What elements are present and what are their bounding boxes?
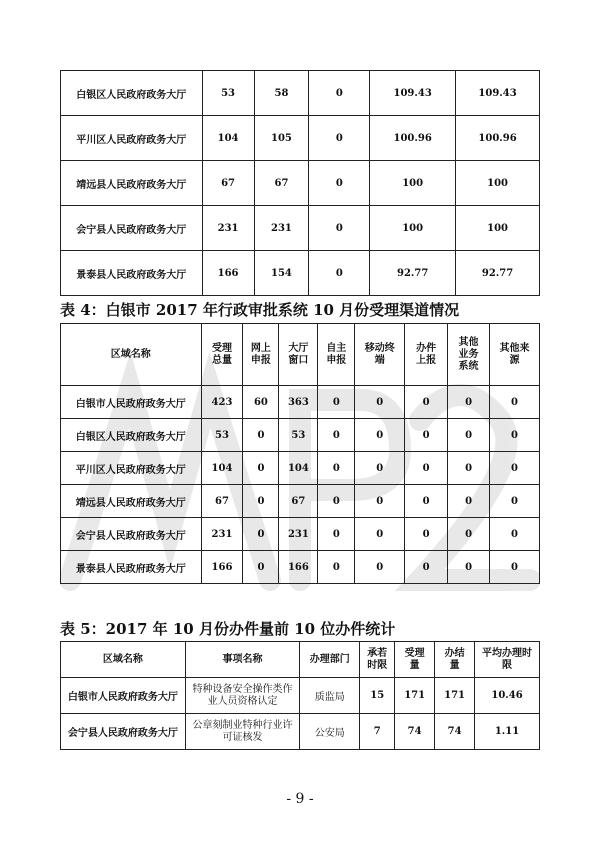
- value-cell: 0: [309, 206, 370, 251]
- value-cell: 166: [201, 551, 243, 584]
- value-cell: 0: [355, 419, 405, 452]
- column-header: 办件上报: [405, 324, 448, 386]
- region-name-cell: 白银市人民政府政务大厅: [61, 386, 202, 419]
- value-cell: 74: [395, 714, 435, 750]
- value-cell: 0: [448, 386, 490, 419]
- column-header: 其他来源: [490, 324, 540, 386]
- column-header: 办结量: [435, 642, 475, 678]
- value-cell: 67: [202, 161, 254, 206]
- column-header: 事项名称: [185, 642, 300, 678]
- value-cell: 1.11: [475, 714, 540, 750]
- value-cell: 0: [243, 518, 279, 551]
- column-header: 承若时限: [360, 642, 395, 678]
- table5-title: 表 5：2017 年 10 月份办件量前 10 位办件统计: [60, 620, 396, 638]
- value-cell: 67: [279, 485, 318, 518]
- value-cell: 109.43: [370, 71, 456, 116]
- value-cell: 53: [279, 419, 318, 452]
- region-name-cell: 会宁县人民政府政务大厅: [61, 206, 203, 251]
- value-cell: 104: [279, 452, 318, 485]
- value-cell: 10.46: [475, 678, 540, 714]
- column-header: 移动终端: [355, 324, 405, 386]
- value-cell: 171: [395, 678, 435, 714]
- value-cell: 0: [318, 452, 355, 485]
- value-cell: 0: [448, 419, 490, 452]
- value-cell: 0: [490, 452, 540, 485]
- region-name-cell: 白银区人民政府政务大厅: [61, 419, 202, 452]
- column-header: 区域名称: [61, 324, 202, 386]
- department-cell: 质监局: [300, 678, 360, 714]
- value-cell: 154: [254, 251, 309, 296]
- value-cell: 0: [243, 485, 279, 518]
- value-cell: 166: [279, 551, 318, 584]
- region-name-cell: 景泰县人民政府政务大厅: [61, 251, 203, 296]
- region-name-cell: 白银市人民政府政务大厅: [61, 678, 186, 714]
- department-cell: 公安局: [300, 714, 360, 750]
- table-row: [61, 419, 540, 452]
- value-cell: 92.77: [370, 251, 456, 296]
- value-cell: 231: [202, 206, 254, 251]
- value-cell: 166: [202, 251, 254, 296]
- value-cell: 0: [318, 386, 355, 419]
- value-cell: 0: [355, 485, 405, 518]
- column-header: 大厅窗口: [279, 324, 318, 386]
- table4: [60, 323, 540, 584]
- value-cell: 0: [309, 251, 370, 296]
- value-cell: 0: [243, 551, 279, 584]
- value-cell: 0: [490, 518, 540, 551]
- item-name-cell: 公章刻制业特种行业许可证核发: [185, 714, 300, 750]
- value-cell: 0: [405, 386, 448, 419]
- table-row: [61, 71, 540, 116]
- value-cell: 0: [448, 452, 490, 485]
- value-cell: 105: [254, 116, 309, 161]
- value-cell: 74: [435, 714, 475, 750]
- continued-table: [60, 70, 540, 296]
- value-cell: 0: [448, 551, 490, 584]
- value-cell: 0: [355, 551, 405, 584]
- value-cell: 0: [318, 485, 355, 518]
- value-cell: 363: [279, 386, 318, 419]
- column-header: 其他业务系统: [448, 324, 490, 386]
- value-cell: 53: [202, 71, 254, 116]
- table-row: [61, 206, 540, 251]
- table-header-row: [61, 642, 540, 678]
- value-cell: 92.77: [456, 251, 540, 296]
- value-cell: 67: [254, 161, 309, 206]
- value-cell: 0: [318, 419, 355, 452]
- column-header: 区域名称: [61, 642, 186, 678]
- value-cell: 104: [201, 452, 243, 485]
- value-cell: 100.96: [456, 116, 540, 161]
- page-number: - 9 -: [286, 791, 314, 807]
- value-cell: 100: [456, 206, 540, 251]
- region-name-cell: 靖远县人民政府政务大厅: [61, 485, 202, 518]
- value-cell: 0: [318, 551, 355, 584]
- value-cell: 109.43: [456, 71, 540, 116]
- value-cell: 423: [201, 386, 243, 419]
- column-header: 受理量: [395, 642, 435, 678]
- table-row: [61, 161, 540, 206]
- region-name-cell: 靖远县人民政府政务大厅: [61, 161, 203, 206]
- value-cell: 104: [202, 116, 254, 161]
- value-cell: 67: [201, 485, 243, 518]
- region-name-cell: 景泰县人民政府政务大厅: [61, 551, 202, 584]
- region-name-cell: 平川区人民政府政务大厅: [61, 116, 203, 161]
- value-cell: 231: [201, 518, 243, 551]
- table-row: [61, 116, 540, 161]
- value-cell: 58: [254, 71, 309, 116]
- value-cell: 0: [309, 71, 370, 116]
- column-header: 自主申报: [318, 324, 355, 386]
- value-cell: 15: [360, 678, 395, 714]
- value-cell: 0: [355, 518, 405, 551]
- table-row: [61, 452, 540, 485]
- region-name-cell: 会宁县人民政府政务大厅: [61, 518, 202, 551]
- region-name-cell: 会宁县人民政府政务大厅: [61, 714, 186, 750]
- value-cell: 231: [279, 518, 318, 551]
- value-cell: 231: [254, 206, 309, 251]
- table-row: [61, 485, 540, 518]
- value-cell: 53: [201, 419, 243, 452]
- value-cell: 60: [243, 386, 279, 419]
- value-cell: 100.96: [370, 116, 456, 161]
- value-cell: 7: [360, 714, 395, 750]
- table4-title: 表 4：白银市 2017 年行政审批系统 10 月份受理渠道情况: [60, 301, 460, 319]
- value-cell: 0: [490, 419, 540, 452]
- value-cell: 0: [490, 386, 540, 419]
- table-header-row: [61, 324, 540, 386]
- table-row: [61, 714, 540, 750]
- item-name-cell: 特种设备安全操作类作业人员资格认定: [185, 678, 300, 714]
- value-cell: 0: [243, 419, 279, 452]
- value-cell: 0: [405, 518, 448, 551]
- value-cell: 0: [309, 161, 370, 206]
- value-cell: 0: [243, 452, 279, 485]
- table-row: [61, 678, 540, 714]
- region-name-cell: 平川区人民政府政务大厅: [61, 452, 202, 485]
- table-row: [61, 251, 540, 296]
- value-cell: 171: [435, 678, 475, 714]
- value-cell: 0: [309, 116, 370, 161]
- table5: [60, 641, 540, 750]
- value-cell: 0: [405, 551, 448, 584]
- value-cell: 0: [405, 419, 448, 452]
- value-cell: 0: [490, 551, 540, 584]
- column-header: 受理总量: [201, 324, 243, 386]
- value-cell: 0: [490, 485, 540, 518]
- value-cell: 0: [355, 452, 405, 485]
- table-row: [61, 518, 540, 551]
- value-cell: 100: [370, 206, 456, 251]
- value-cell: 0: [405, 485, 448, 518]
- column-header: 办理部门: [300, 642, 360, 678]
- table-row: [61, 386, 540, 419]
- region-name-cell: 白银区人民政府政务大厅: [61, 71, 203, 116]
- column-header: 网上申报: [243, 324, 279, 386]
- value-cell: 100: [370, 161, 456, 206]
- table-row: [61, 551, 540, 584]
- value-cell: 0: [405, 452, 448, 485]
- value-cell: 100: [456, 161, 540, 206]
- value-cell: 0: [448, 485, 490, 518]
- value-cell: 0: [355, 386, 405, 419]
- value-cell: 0: [448, 518, 490, 551]
- value-cell: 0: [318, 518, 355, 551]
- column-header: 平均办理时限: [475, 642, 540, 678]
